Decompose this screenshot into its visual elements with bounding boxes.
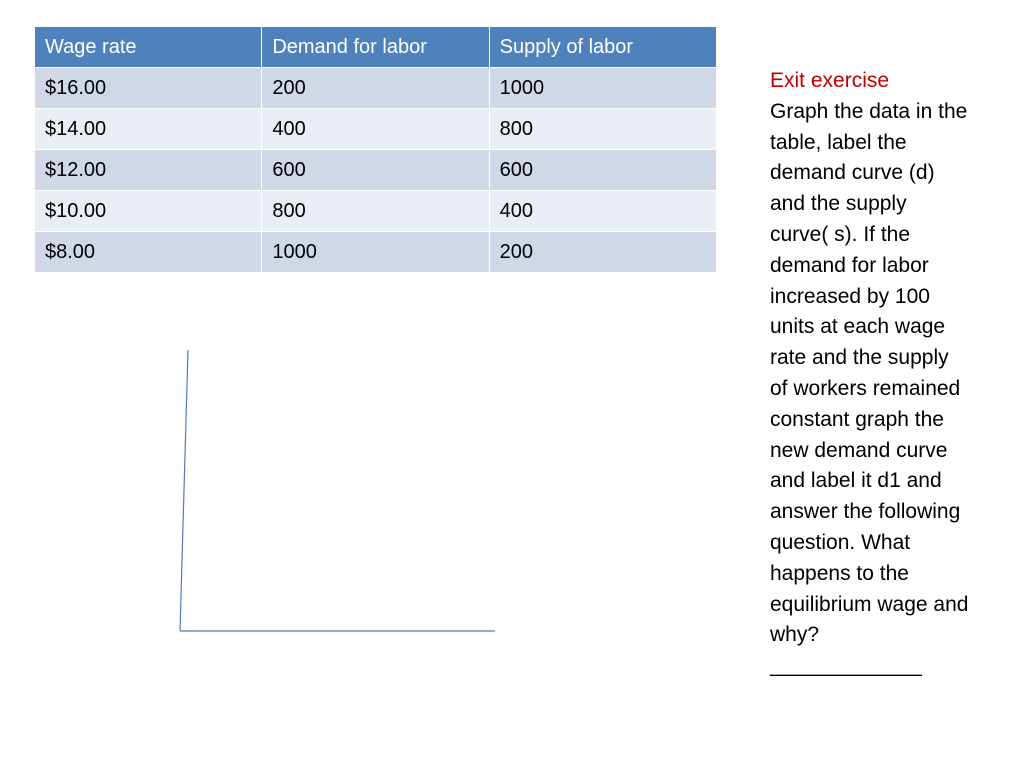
- cell-demand: 1000: [262, 232, 489, 273]
- cell-demand: 800: [262, 191, 489, 232]
- table-header-row: [35, 27, 717, 68]
- wage-labor-table: [34, 26, 717, 273]
- cell-wage-rate: $8.00: [35, 232, 262, 273]
- cell-demand: 400: [262, 109, 489, 150]
- cell-demand: 200: [262, 68, 489, 109]
- exercise-instructions: Graph the data in the table, label the demand curve (d) and the supply curve( s). If the demand for labor increased by 100 units at each wage rate and the supply of workers remained constant graph the new demand curve and label it d1 and answer the following question. What happens to the equilibrium wage and why?: [770, 99, 969, 647]
- column-header-wage-rate: Wage rate: [35, 27, 262, 68]
- cell-wage-rate: $14.00: [35, 109, 262, 150]
- wage-labor-table-container: [34, 26, 717, 273]
- exercise-heading: Exit exercise: [770, 69, 890, 92]
- y-axis-line: [180, 350, 188, 631]
- cell-wage-rate: $16.00: [35, 68, 262, 109]
- cell-supply: 600: [489, 150, 716, 191]
- cell-wage-rate: $12.00: [35, 150, 262, 191]
- answer-blank-line: _____________: [770, 654, 922, 678]
- cell-supply: 800: [489, 109, 716, 150]
- cell-demand: 600: [262, 150, 489, 191]
- table-row: [35, 191, 717, 232]
- table-row: [35, 232, 717, 273]
- cell-supply: 400: [489, 191, 716, 232]
- exit-exercise-text: [770, 66, 970, 682]
- cell-wage-rate: $10.00: [35, 191, 262, 232]
- cell-supply: 1000: [489, 68, 716, 109]
- table-row: [35, 68, 717, 109]
- column-header-supply: Supply of labor: [489, 27, 716, 68]
- column-header-demand: Demand for labor: [262, 27, 489, 68]
- table-row: [35, 150, 717, 191]
- table-row: [35, 109, 717, 150]
- cell-supply: 200: [489, 232, 716, 273]
